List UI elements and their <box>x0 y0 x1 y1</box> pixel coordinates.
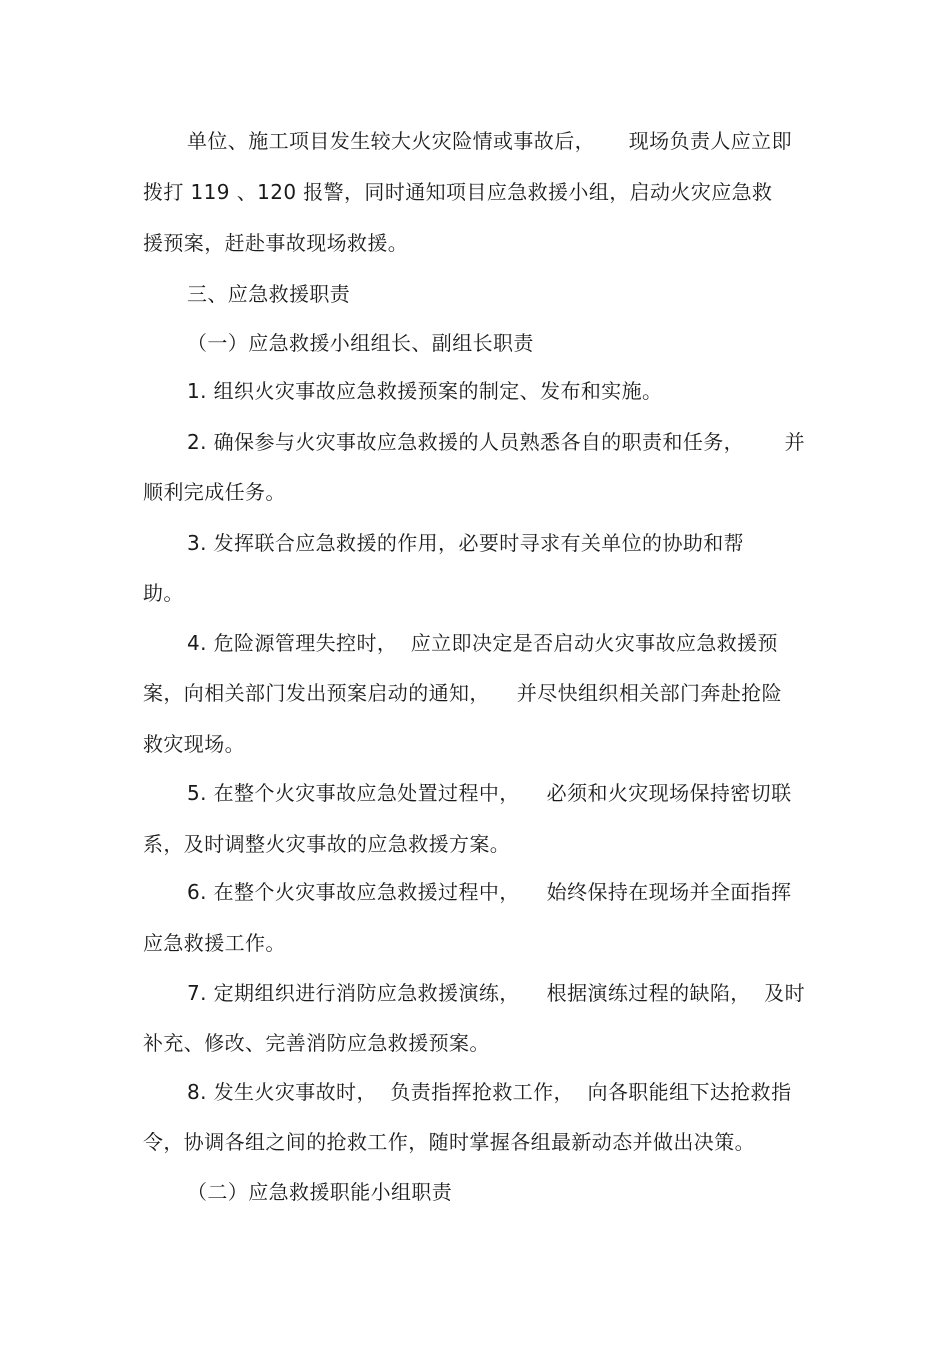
section-heading: 三、应急救援职责 <box>187 282 351 306</box>
text-line-item-7a: 7. 定期组织进行消防应急救援演练， 根据演练过程的缺陷， 及时 <box>187 981 805 1005</box>
text-line-item-8a: 8. 发生火灾事故时， 负责指挥抢救工作， 向各职能组下达抢救指 <box>187 1080 792 1104</box>
text-line-item-4b: 案，向相关部门发出预案启动的通知， 并尽快组织相关部门奔赴抢险 <box>143 681 783 705</box>
text-line-item-5a: 5. 在整个火灾事故应急处置过程中， 必须和火灾现场保持密切联 <box>187 781 792 805</box>
text-line-item-8b: 令，协调各组之间的抢救工作，随时掌握各组最新动态并做出决策。 <box>143 1130 755 1154</box>
text-line-item-6a: 6. 在整个火灾事故应急救援过程中， 始终保持在现场并全面指挥 <box>187 880 792 904</box>
text-line-item-4c: 救灾现场。 <box>143 732 245 756</box>
text-line-item-3a: 3. 发挥联合应急救援的作用，必要时寻求有关单位的协助和帮 <box>187 531 745 555</box>
text-line-3: 援预案，赶赴事故现场救援。 <box>143 231 409 255</box>
text-line-item-4a: 4. 危险源管理失控时， 应立即决定是否启动火灾事故应急救援预 <box>187 631 778 655</box>
text-line-item-6b: 应急救援工作。 <box>143 931 286 955</box>
text-line-item-1: 1. 组织火灾事故应急救援预案的制定、发布和实施。 <box>187 379 663 403</box>
text-line-1: 单位、施工项目发生较大火灾险情或事故后， 现场负责人应立即 <box>187 129 792 153</box>
text-line-item-2b: 顺利完成任务。 <box>143 480 286 504</box>
subsection-heading-2: （二）应急救援职能小组职责 <box>187 1180 453 1204</box>
text-line-item-3b: 助。 <box>143 581 184 605</box>
subsection-heading-1: （一）应急救援小组组长、副组长职责 <box>187 331 534 355</box>
text-line-item-5b: 系，及时调整火灾事故的应急救援方案。 <box>143 832 511 856</box>
text-line-item-2a: 2. 确保参与火灾事故应急救援的人员熟悉各自的职责和任务， 并 <box>187 430 805 454</box>
text-line-2: 拨打 119 、120 报警，同时通知项目应急救援小组，启动火灾应急救 <box>143 180 773 204</box>
text-line-item-7b: 补充、修改、完善消防应急救援预案。 <box>143 1031 490 1055</box>
